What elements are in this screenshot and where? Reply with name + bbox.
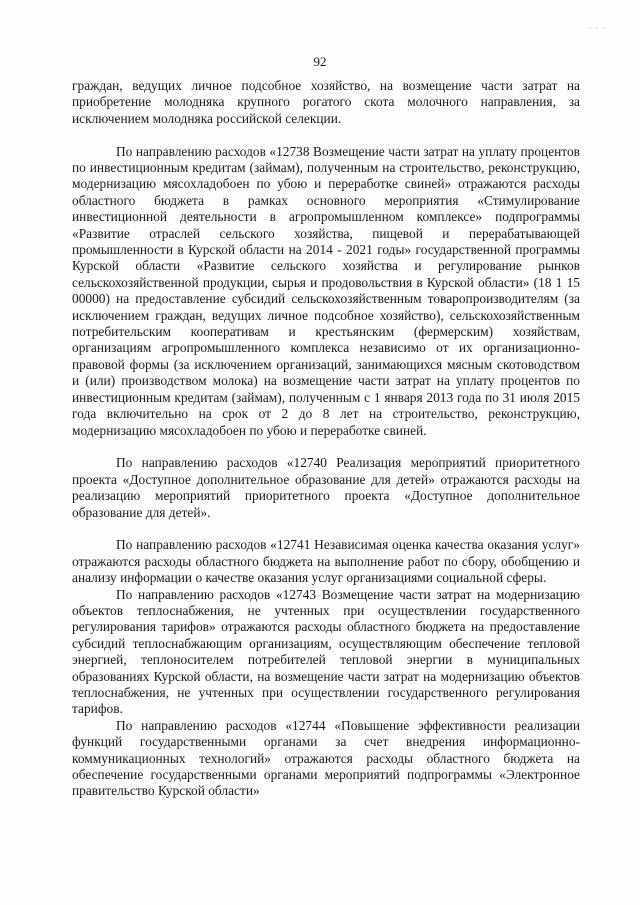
paragraph-continuation: граждан, ведущих личное подсобное хозяйство, на возмещение части затрат на приобретение молодняка крупного рогатого скота молочного направления, за исключением молодняка российской селекции.	[72, 78, 580, 126]
page-number: 92	[313, 54, 327, 69]
paragraph-gap	[72, 521, 580, 537]
body-text	[72, 78, 580, 800]
paragraph-12738: По направлению расходов «12738 Возмещение части затрат на уплату процентов по инвестиционным кредитам (займам), полученным на строительство, реконструкцию, модернизацию мясохладобоен по убою и переработке свиней» отражаются расходы областного бюджета в рамках основного мероприятия «Стимулирование инвестиционной деятельности в агропромышленном комплексе» подпрограммы «Развитие отраслей сельского хозяйства, пищевой и перерабатывающей промышленности в Курской области на 2014 - 2021 годы» государственной программы Курской области «Развитие сельского хозяйства и регулирование рынков сельскохозяйственной продукции, сырья и продовольствия в Курской области» (18 1 15 00000) на предоставление субсидий сельскохозяйственным товаропроизводителям (за исключением граждан, ведущих личное подсобное хозяйство), сельскохозяйственным потребительским кооперативам и крестьянским (фермерским) хозяйствам, организациям агропромышленного комплекса независимо от их организационно-правовой формы (за исключением организаций, занимающихся мясным скотоводством и (или) производством молока) на возмещение части затрат на уплату процентов по инвестиционным кредитам (займам), полученным с 1 января 2013 года по 31 июля 2015 года включительно на срок от 2 до 8 лет на строительство, реконструкцию, модернизацию мясохладобоен по убою и переработке свиней.	[72, 143, 580, 438]
corner-mark: · · ·	[589, 24, 606, 33]
paragraph-12744: По направлению расходов «12744 «Повышение эффективности реализации функций государственными органами за счет внедрения информационно-коммуникационных технологий» отражаются расходы областного бюджета на обеспечение государственными органами мероприятий подпрограммы «Электронное правительство Курской области»	[72, 717, 580, 799]
paragraph-12741: По направлению расходов «12741 Независимая оценка качества оказания услуг» отражаются расходы областного бюджета на выполнение работ по сбору, обобщению и анализу информации о качестве оказания услуг организациями социальной сферы.	[72, 537, 580, 586]
paragraph-12740: По направлению расходов «12740 Реализация мероприятий приоритетного проекта «Доступное дополнительное образование для детей» отражаются расходы на реализацию мероприятий приоритетного проекта «Доступное дополнительное образование для детей».	[72, 455, 580, 520]
paragraph-12743: По направлению расходов «12743 Возмещение части затрат на модернизацию объектов теплоснабжения, не учтенных при осуществлении государственного регулирования тарифов» отражаются расходы областного бюджета на предоставление субсидий теплоснабжающим организациям, осуществляющим обеспечение тепловой энергией, теплоносителем потребителей тепловой энергии в муниципальных образованиях Курской области, на возмещение части затрат на модернизацию объектов теплоснабжения, не учтенных при осуществлении государственного регулирования тарифов.	[72, 586, 580, 717]
paragraph-gap	[72, 439, 580, 455]
paragraph-gap	[72, 127, 580, 143]
